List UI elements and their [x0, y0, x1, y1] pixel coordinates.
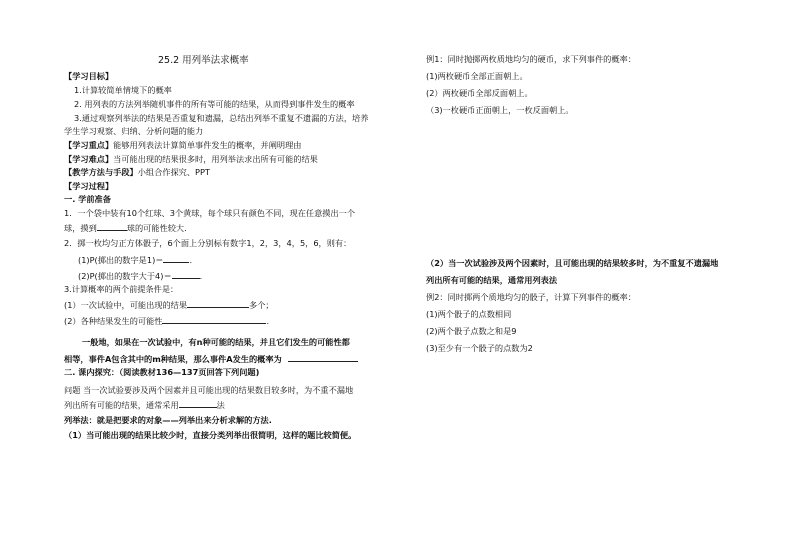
question-3-1-text: (1）一次试验中，可能出现的结果	[64, 300, 188, 310]
goals-header: 【学习目标】	[64, 71, 114, 81]
example-1-item-1: (1)两枚硬币全部正面朝上。	[426, 71, 528, 81]
answer-blank[interactable]	[163, 254, 189, 263]
goal-2: 2. 用列表的方法列举随机事件的所有等可能的结果，从而得到事件发生的概率	[74, 99, 355, 109]
answer-blank[interactable]	[162, 315, 266, 324]
question-3-2: (2）各种结果发生的可能性 .	[64, 316, 270, 326]
goal-3-line-2: 学生学习观察、归纳、分析问题的能力	[64, 126, 204, 136]
goal-3-line-1: 3.通过观察列举法的结果是否重复和遗漏，总结出列举不重复不遗漏的方法，培养	[74, 113, 369, 123]
example-2-item-3: (3)至少有一个骰子的点数为2	[426, 343, 533, 353]
answer-blank[interactable]	[172, 270, 200, 279]
question-1-suffix: 球的可能性较大.	[126, 223, 187, 233]
general-rule-line-2	[64, 353, 358, 364]
answer-blank[interactable]	[288, 353, 358, 362]
method	[64, 167, 210, 177]
point-2-line-2: 列出所有可能的结果，通常用列表法	[426, 275, 558, 285]
question-1-line-1: 1．一个袋中装有10个红球、3个黄球，每个球只有颜色不同，现在任意摸出一个	[64, 208, 356, 218]
difficulty-label: 【学习难点】	[64, 154, 114, 164]
answer-blank[interactable]	[187, 299, 249, 308]
section-1-header: 一. 学前准备	[64, 194, 111, 204]
goal-1: 1.计算较简单情境下的概率	[74, 85, 172, 95]
example-2: 例2：同时掷两个质地均匀的骰子，计算下列事件的概率：	[426, 292, 636, 302]
problem-line-1: 问题 当一次试验要涉及两个因素并且可能出现的结果数目较多时，为不重不漏地	[64, 385, 354, 395]
key-text: 能够用列表法计算简单事件发生的概率，并阐明理由	[113, 140, 302, 150]
list-method	[64, 415, 272, 425]
problem-line-2	[64, 399, 225, 410]
question-3-1-suffix: 多个；	[249, 300, 274, 310]
difficulty-text: 当可能出现的结果很多时，用列举法求出所有可能的结果	[113, 154, 318, 164]
key-point	[64, 140, 301, 150]
method-text: 小组合作探究、PPT	[137, 167, 210, 177]
question-2-1: (1)P(掷出的数字是1)＝ .	[78, 255, 193, 265]
list-method-text: ：就是把要求的对象——列举出来分析求解的方法.	[88, 415, 272, 425]
key-label: 【学习重点】	[64, 140, 114, 150]
point-2-line-1: （2）当一次试验涉及两个因素时，且可能出现的结果较多时，为不重复不遗漏地	[426, 258, 719, 268]
example-2-item-1: (1)两个骰子的点数相同	[426, 309, 512, 319]
example-1-item-2: (2）两枚硬币全部反面朝上。	[426, 88, 533, 98]
example-1: 例1：同时抛掷两枚质地均匀的硬币，求下列事件的概率：	[426, 54, 636, 64]
general-rule-line-1: 一般地，如果在一次试验中，有n种可能的结果，并且它们发生的可能性都	[82, 337, 350, 347]
problem-suffix: 法	[216, 400, 225, 410]
question-2: 2．掷一枚均匀正方体骰子，6个面上分别标有数字1，2，3，4，5，6，则有：	[64, 238, 352, 248]
page-title: 25.2 用列举法求概率	[158, 55, 249, 66]
process-header: 【学习过程】	[64, 181, 114, 191]
question-3-1	[64, 299, 274, 310]
answer-blank[interactable]	[97, 222, 127, 231]
example-1-item-3: （3)一枚硬币正面朝上，一枚反面朝上。	[426, 105, 574, 115]
list-method-label: 列举法	[64, 415, 89, 425]
question-2-2: (2)P(掷出的数字大于4)＝ .	[78, 271, 203, 281]
question-2-2-text: (2)P(掷出的数字大于4)＝	[78, 271, 172, 281]
point-1: （1）当可能出现的结果比较少时，直接分类列举出很简明，这样的题比较简便。	[64, 430, 357, 440]
problem-text: 列出所有可能的结果，通常采用	[64, 400, 179, 410]
difficulty	[64, 154, 318, 164]
question-2-1-text: (1)P(掷出的数字是1)＝	[78, 255, 164, 265]
general-rule-text: 相等，事件A包含其中的m种结果，那么事件A发生的概率为	[64, 354, 282, 364]
question-1-prefix: 球，摸到	[64, 223, 97, 233]
answer-blank[interactable]	[179, 399, 217, 408]
question-1-line-2	[64, 222, 187, 233]
question-3-2-text: (2）各种结果发生的可能性	[64, 316, 163, 326]
method-label: 【教学方法与手段】	[64, 167, 138, 177]
example-2-item-2: (2)两个骰子点数之和是9	[426, 326, 517, 336]
section-2-header: 二. 课内探究：（阅读教材136—137页回答下列问题)	[64, 367, 260, 377]
question-3: 3.计算概率的两个前提条件是：	[64, 284, 179, 294]
